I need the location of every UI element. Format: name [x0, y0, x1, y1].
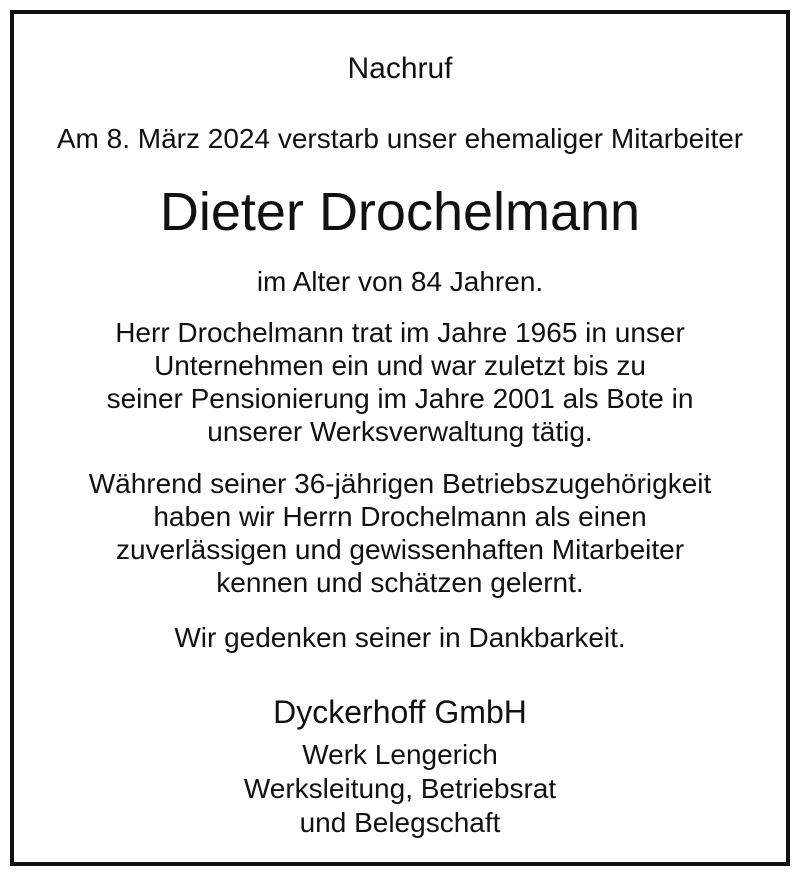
tribute-line-1: Während seiner 36-jährigen Betriebszugehörigkeit [88, 468, 712, 499]
company-name: Dyckerhoff GmbH [273, 694, 527, 730]
tribute-line-3: zuverlässigen und gewissenhaften Mitarbeiter [115, 534, 685, 565]
career-line-1: Herr Drochelmann trat im Jahre 1965 in unser [115, 317, 685, 348]
career-line-4: unserer Werksverwaltung tätig. [207, 416, 593, 447]
career-line-3: seiner Pensionierung im Jahre 2001 als Bote in [106, 383, 694, 414]
tribute-line-2: haben wir Herrn Drochelmann als einen [153, 501, 647, 532]
tribute-line-4: kennen und schätzen gelernt. [216, 567, 584, 598]
signature-block [14, 738, 786, 840]
closing-text: Wir gedenken seiner in Dankbarkeit. [174, 622, 626, 653]
intro-text: Am 8. März 2024 verstarb unser ehemaliger Mitarbeiter [56, 123, 744, 154]
age-text: im Alter von 84 Jahren. [256, 266, 544, 297]
signature-line-3: und Belegschaft [299, 807, 501, 838]
tribute-paragraph [14, 467, 786, 599]
career-paragraph [14, 316, 786, 448]
signature-line-2: Werksleitung, Betriebsrat [243, 773, 557, 804]
deceased-name: Dieter Drochelmann [159, 182, 641, 242]
notice-heading: Nachruf [347, 52, 453, 85]
signature-line-1: Werk Lengerich [302, 739, 498, 770]
career-line-2: Unternehmen ein und war zuletzt bis zu [154, 350, 646, 381]
obituary-notice [10, 10, 790, 866]
